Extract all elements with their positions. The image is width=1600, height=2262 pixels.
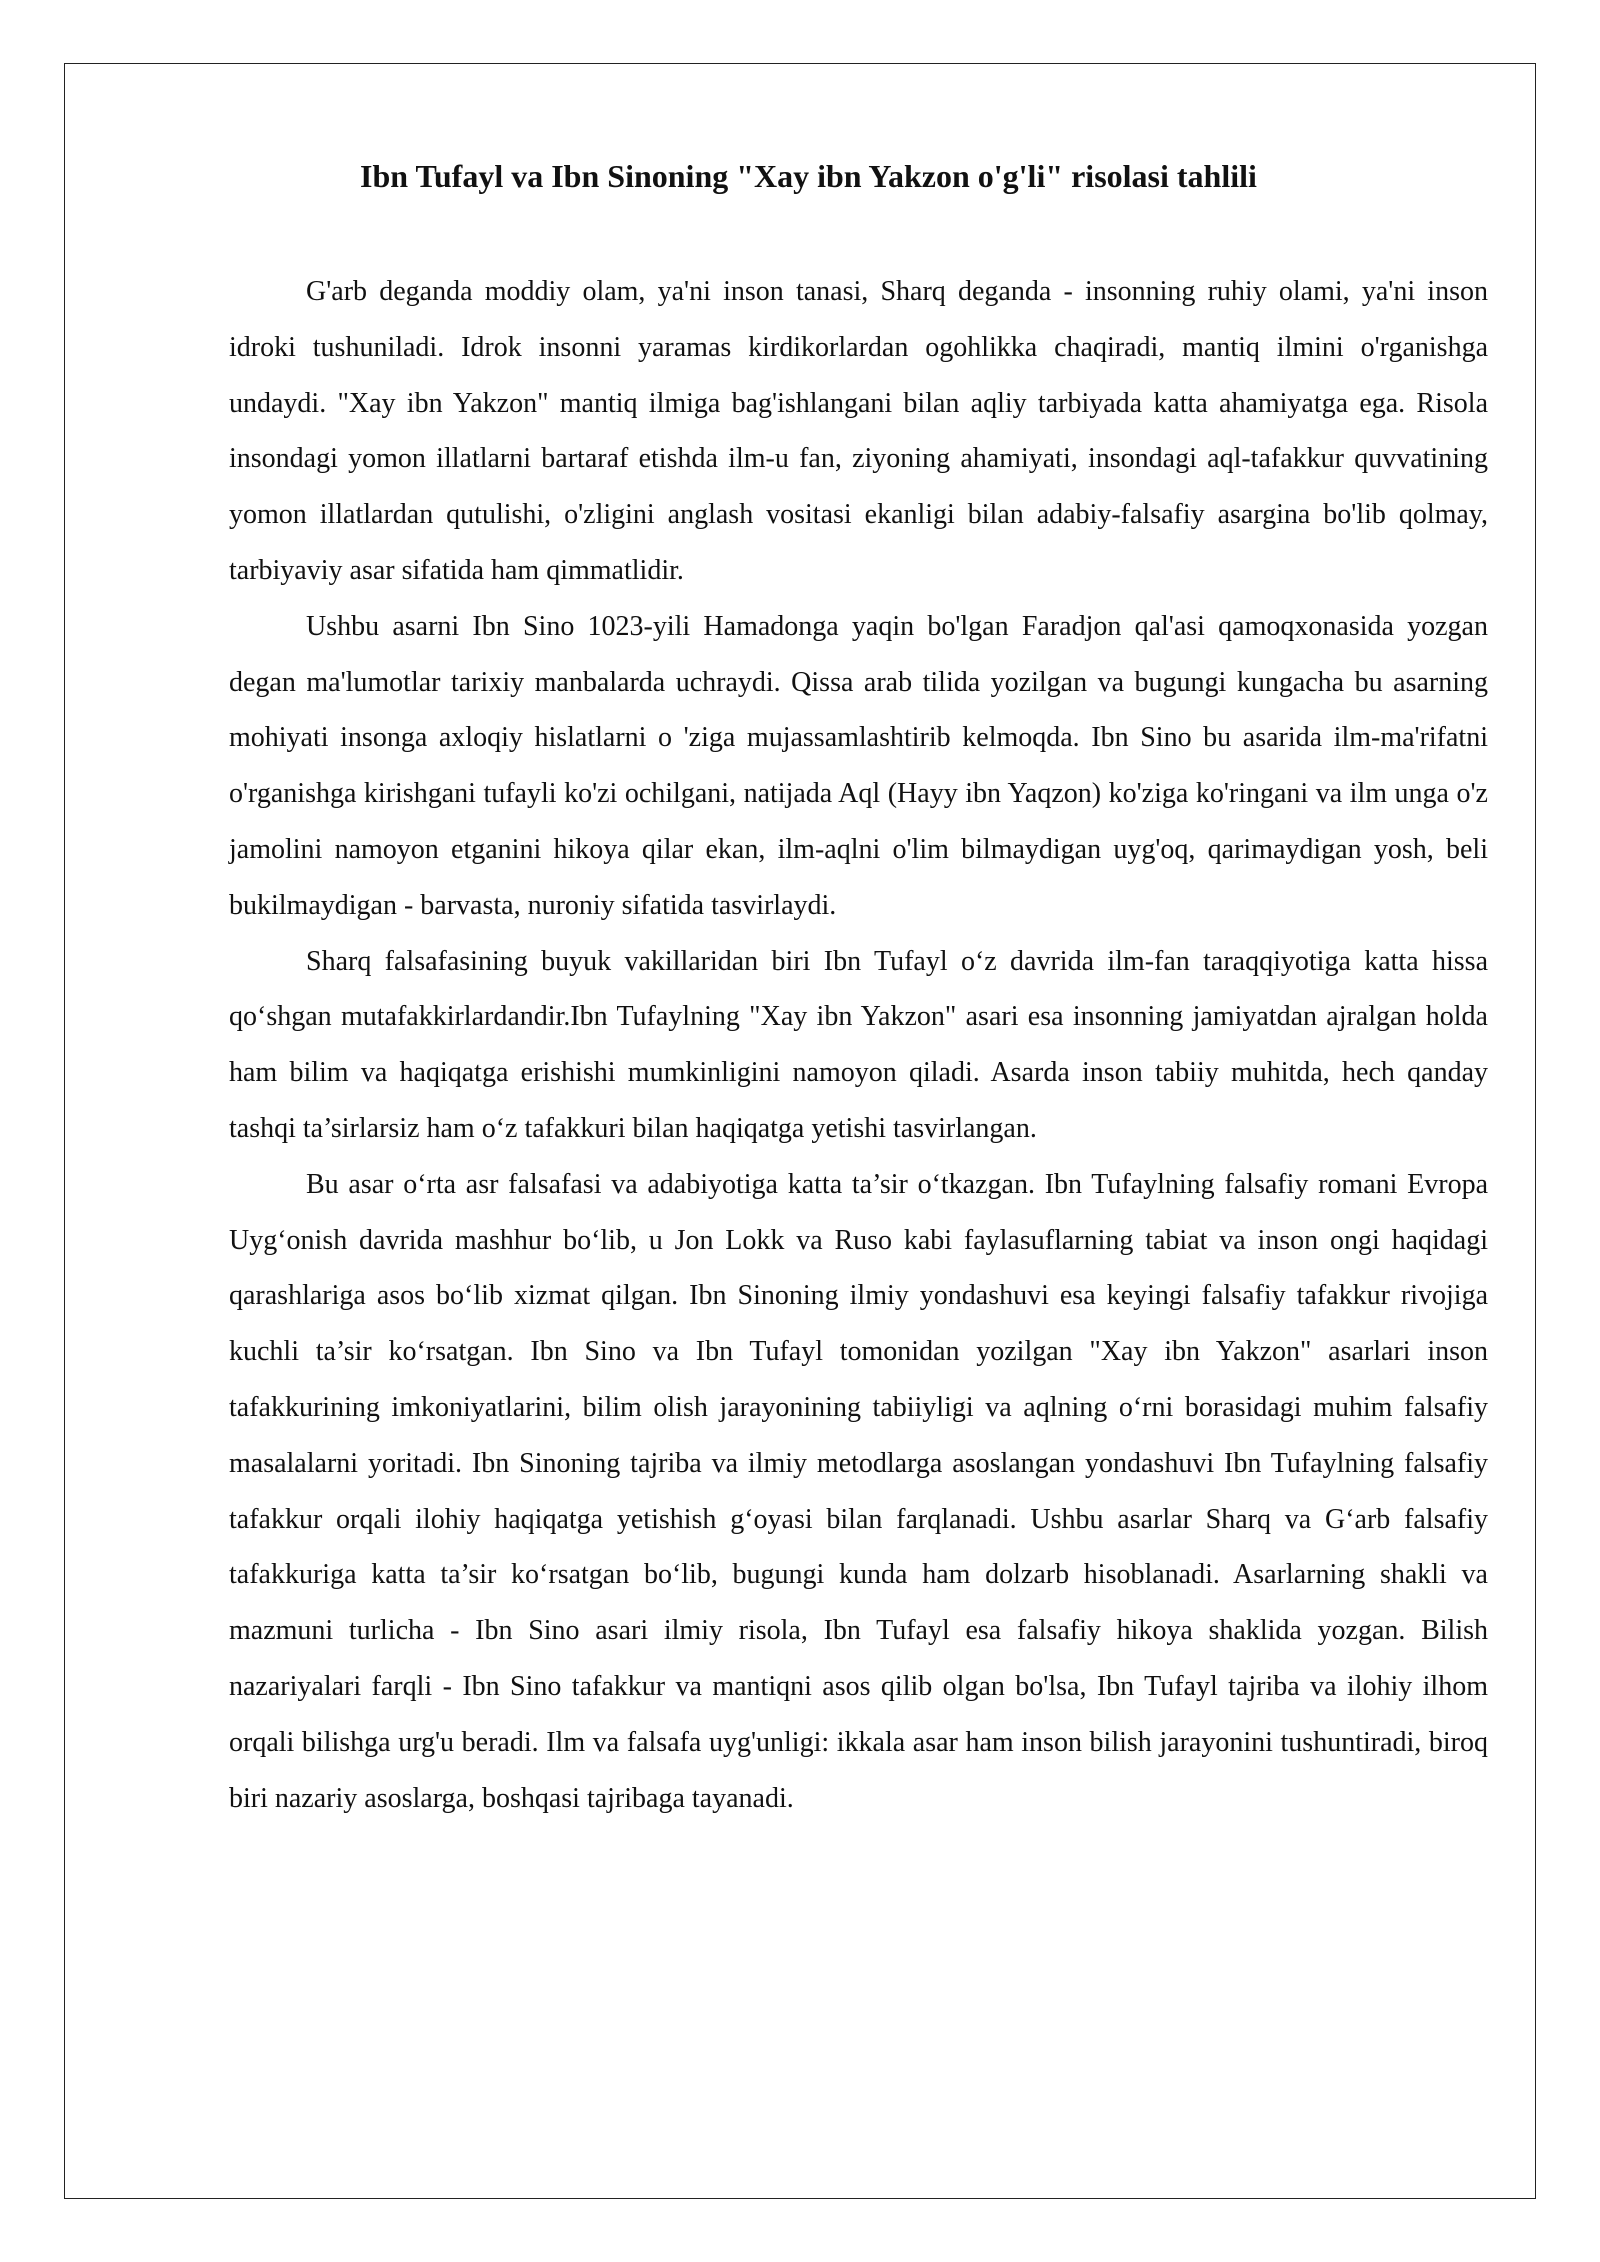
- paragraph-3: Sharq falsafasining buyuk vakillaridan biri Ibn Tufayl o‘z davrida ilm-fan taraqqiyotiga katta hissa qo‘shgan mutafakkirlardandir.Ibn Tufaylning "Xay ibn Yakzon" asari esa insonning jamiyatdan ajralgan holda ham bilim va haqiqatga erishishi mumkinligini namoyon qiladi. Asarda inson tabiiy muhitda, hech qanday tashqi ta’sirlarsiz ham o‘z tafakkuri bilan haqiqatga yetishi tasvirlangan.: [229, 945, 1488, 1144]
- paragraph-2: Ushbu asarni Ibn Sino 1023-yili Hamadonga yaqin bo'lgan Faradjon qal'asi qamoqxonasida yozgan degan ma'lumotlar tarixiy manbalarda uchraydi. Qissa arab tilida yozilgan va bugungi kungacha bu asarning mohiyati insonga axloqiy hislatlarni o 'ziga mujassamlashtirib kelmoqda. Ibn Sino bu asarida ilm-ma'rifatni o'rganishga kirishgani tufayli ko'zi ochilgani, natijada Aql (Hayy ibn Yaqzon) ko'ziga ko'ringani va ilm unga o'z jamolini namoyon etganini hikoya qilar ekan, ilm-aqlni o'lim bilmaydigan uyg'oq, qarimaydigan yosh, beli bukilmaydigan - barvasta, nuroniy sifatida tasvirlaydi.: [229, 610, 1488, 921]
- document-title: Ibn Tufayl va Ibn Sinoning "Xay ibn Yakzon o'g'li" risolasi tahlili: [360, 158, 1257, 194]
- paragraph-1: G'arb deganda moddiy olam, ya'ni inson tanasi, Sharq deganda - insonning ruhiy olami, ya'ni inson idroki tushuniladi. Idrok insonni yaramas kirdikorlardan ogohlikka chaqiradi, mantiq ilmini o'rganishga undaydi. "Xay ibn Yakzon" mantiq ilmiga bag'ishlangani bilan aqliy tarbiyada katta ahamiyatga ega. Risola insondagi yomon illatlarni bartaraf etishda ilm-u fan, ziyoning ahamiyati, insondagi aql-tafakkur quvvatining yomon illatlardan qutulishi, o'zligini anglash vositasi ekanligi bilan adabiy-falsafiy asargina bo'lib qolmay, tarbiyaviy asar sifatida ham qimmatlidir.: [229, 276, 1488, 586]
- document-body: [229, 264, 1488, 1826]
- paragraph-4: Bu asar o‘rta asr falsafasi va adabiyotiga katta ta’sir o‘tkazgan. Ibn Tufaylning falsafiy romani Evropa Uyg‘onish davrida mashhur bo‘lib, u Jon Lokk va Ruso kabi faylasuflarning tabiat va inson ongi haqidagi qarashlariga asos bo‘lib xizmat qilgan. Ibn Sinoning ilmiy yondashuvi esa keyingi falsafiy tafakkur rivojiga kuchli ta’sir ko‘rsatgan. Ibn Sino va Ibn Tufayl tomonidan yozilgan "Xay ibn Yakzon" asarlari inson tafakkurining imkoniyatlarini, bilim olish jarayonining tabiiyligi va aqlning o‘rni borasidagi muhim falsafiy masalalarni yoritadi. Ibn Sinoning tajriba va ilmiy metodlarga asoslangan yondashuvi Ibn Tufaylning falsafiy tafakkur orqali ilohiy haqiqatga yetishish g‘oyasi bilan farqlanadi. Ushbu asarlar Sharq va G‘arb falsafiy tafakkuriga katta ta’sir ko‘rsatgan bo‘lib, bugungi kunda ham dolzarb hisoblanadi. Asarlarning shakli va mazmuni turlicha - Ibn Sino asari ilmiy risola, Ibn Tufayl esa falsafiy hikoya shaklida yozgan. Bilish nazariyalari farqli - Ibn Sino tafakkur va mantiqni asos qilib olgan bo'lsa, Ibn Tufayl tajriba va ilohiy ilhom orqali bilishga urg'u beradi. Ilm va falsafa uyg'unligi: ikkala asar ham inson bilish jarayonini tushuntiradi, biroq biri nazariy asoslarga, boshqasi tajribaga tayanadi.: [229, 1168, 1488, 1814]
